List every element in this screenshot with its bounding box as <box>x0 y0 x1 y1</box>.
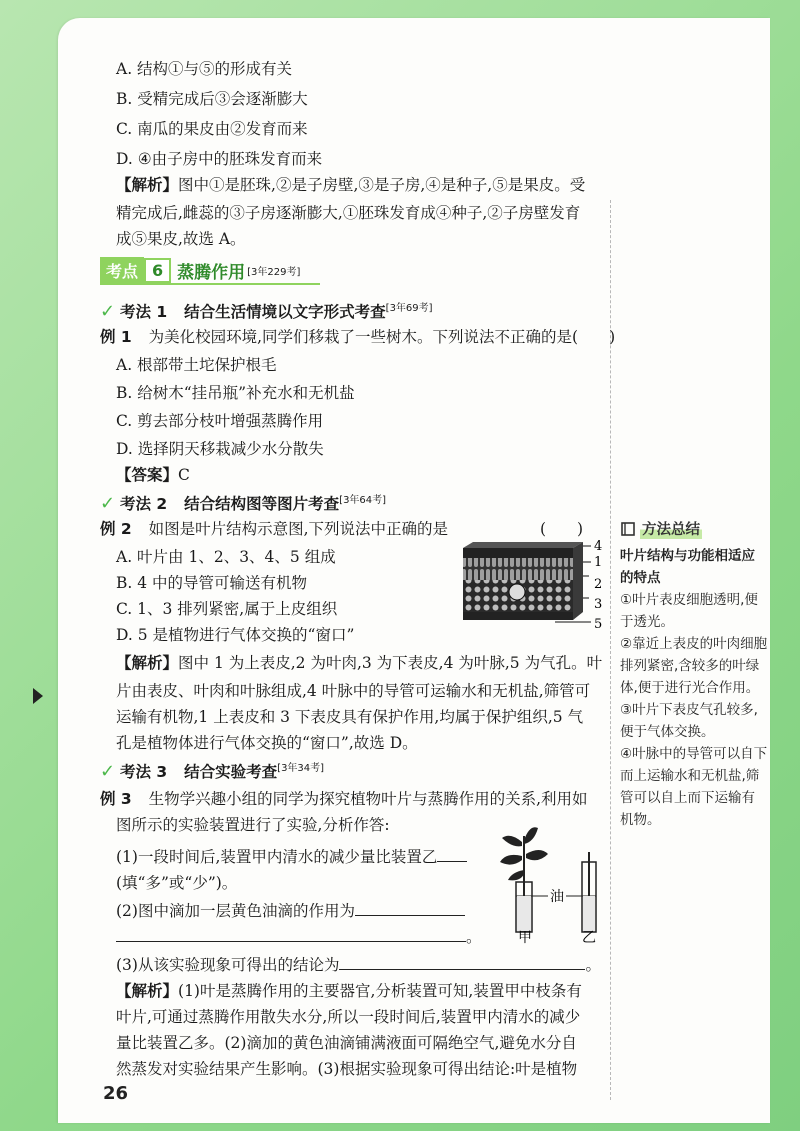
sidebar-title: 方法总结 <box>640 518 702 539</box>
kaofa-title: 结合实验考查 <box>184 763 278 782</box>
example-3-stem <box>100 788 588 810</box>
leaf-structure-figure <box>455 540 605 642</box>
yi-label: 乙 <box>582 930 596 944</box>
ex3-analysis-line-3: 量比装置乙多。(2)滴加的黄色油滴铺满液面可隔绝空气,避免水分自 <box>116 1034 577 1052</box>
analysis-label: 【解析】 <box>116 654 179 672</box>
kaofa-label: 考法 3 <box>120 763 168 782</box>
oil-label: 油 <box>550 889 564 905</box>
ex2-option-c: C. 1、3 排列紧密,属于上皮组织 <box>116 600 338 618</box>
example-label: 例 3 <box>100 790 132 808</box>
kaofa-count: [3年34考] <box>277 763 325 774</box>
figure-label-1: 1 <box>594 555 603 570</box>
leaf-side-face <box>573 542 583 620</box>
q1-blank[interactable] <box>437 861 467 862</box>
ex3-q1-hint: (填“多”或“少”)。 <box>116 874 238 892</box>
ex2-analysis-line-3: 运输有机物,1 上表皮和 3 下表皮具有保护作用,均属于保护组织,5 气 <box>116 708 584 726</box>
lower-epidermis <box>463 612 573 620</box>
palisade-tissue <box>463 558 573 580</box>
prev-analysis-line-3: 成⑤果皮,故选 A。 <box>116 230 246 248</box>
q3-period: 。 <box>585 956 601 974</box>
section-count: [3年229考] <box>247 266 301 278</box>
figure-label-5: 5 <box>594 617 603 632</box>
leaf-shape <box>508 870 524 880</box>
ex3-q1-line <box>116 846 467 868</box>
ex1-answer <box>116 464 190 486</box>
leaf-top-face <box>463 542 583 548</box>
upper-epidermis <box>463 548 573 558</box>
ex3-analysis-line-2: 叶片,可通过蒸腾作用散失水分,所以一段时间后,装置甲内清水的减少 <box>116 1008 581 1026</box>
sidebar-title-row <box>620 518 768 539</box>
sidebar-heading: 叶片结构与功能相适应的特点 <box>620 548 755 586</box>
figure-label-4: 4 <box>594 540 603 554</box>
page-edge-marker <box>33 688 43 704</box>
q2-blank-2[interactable] <box>116 941 466 942</box>
analysis-text: 图中 1 为上表皮,2 为叶肉,3 为下表皮,4 为叶脉,5 为气孔。叶 <box>178 654 603 672</box>
analysis-text: (1)叶是蒸腾作用的主要器官,分析装置可知,装置甲中枝条有 <box>178 982 582 1000</box>
section-heading <box>100 257 300 283</box>
figure-label-3: 3 <box>594 597 603 612</box>
check-icon: ✓ <box>100 761 116 783</box>
kaodian-number: 6 <box>144 258 171 283</box>
ex3-q3-line <box>116 954 601 976</box>
ex2-answer-paren: ( ) <box>540 520 584 538</box>
analysis-label: 【解析】 <box>116 982 179 1000</box>
q3-blank[interactable] <box>339 969 585 970</box>
kaofa-1-heading <box>100 298 433 323</box>
prev-option-a: A. 结构①与⑤的形成有关 <box>116 60 293 78</box>
q2-period: 。 <box>466 928 482 946</box>
sidebar-point-2: ②靠近上表皮的叶肉细胞排列紧密,含较多的叶绿体,便于进行光合作用。 <box>620 636 768 696</box>
kaofa-count: [3年69考] <box>385 303 433 314</box>
prev-option-d: D. ④由子房中的胚珠发育而来 <box>116 150 323 168</box>
leaf-shape <box>502 836 522 847</box>
q1-text: (1)一段时间后,装置甲内清水的减少量比装置乙 <box>116 848 438 866</box>
ex2-option-d: D. 5 是植物进行气体交换的“窗口” <box>116 626 355 644</box>
leaf-shape <box>500 855 522 865</box>
sidebar-point-4: ④叶脉中的导管可以自下而上运输水和无机盐,筛管可以自上而下运输有机物。 <box>620 746 768 828</box>
figure-label-2: 2 <box>594 577 603 592</box>
kaofa-label: 考法 1 <box>120 303 168 322</box>
leaf-shape <box>526 850 548 860</box>
ex3-analysis-line-1 <box>116 980 582 1002</box>
ex2-analysis-line-4: 孔是植物体进行气体交换的“窗口”,故选 D。 <box>116 734 418 752</box>
kaofa-count: [3年64考] <box>339 495 387 506</box>
book-icon <box>620 521 636 537</box>
example-label: 例 1 <box>100 328 132 346</box>
kaofa-title: 结合结构图等图片考查 <box>184 495 340 514</box>
ex2-analysis-line-2: 片由表皮、叶肉和叶脉组成,4 叶脉中的导管可运输水和无机盐,筛管可 <box>116 682 591 700</box>
leaf-vein <box>509 584 525 600</box>
example-stem: 生物学兴趣小组的同学为探究植物叶片与蒸腾作用的关系,利用如 <box>148 790 588 808</box>
analysis-text: 图中①是胚珠,②是子房壁,③是子房,④是种子,⑤是果皮。受 <box>178 176 586 194</box>
ex1-option-a: A. 根部带土坨保护根毛 <box>116 356 277 374</box>
check-icon: ✓ <box>100 493 116 515</box>
prev-analysis-line-1 <box>116 174 585 196</box>
q2-blank[interactable] <box>355 915 465 916</box>
answer-label: 【答案】 <box>116 466 179 484</box>
example-1-stem <box>100 326 615 348</box>
ex3-q2-line <box>116 900 465 922</box>
example-3-stem-2: 图所示的实验装置进行了实验,分析作答: <box>116 816 390 834</box>
example-label: 例 2 <box>100 520 132 538</box>
sidebar-content <box>620 545 768 831</box>
kaodian-tag: 考点 <box>100 257 144 284</box>
check-icon: ✓ <box>100 301 116 323</box>
prev-analysis-line-2: 精完成后,雌蕊的③子房逐渐膨大,①胚珠发育成④种子,②子房壁发育 <box>116 204 581 222</box>
section-title: 蒸腾作用 <box>177 262 246 283</box>
water-jia <box>517 896 531 931</box>
sidebar-point-1: ①叶片表皮细胞透明,便于透光。 <box>620 592 758 630</box>
water-yi <box>583 896 595 931</box>
q3-text: (3)从该实验现象可得出的结论为 <box>116 956 340 974</box>
leaf-shape <box>524 827 538 844</box>
ex3-q2-line-2 <box>116 926 482 948</box>
prev-option-c: C. 南瓜的果皮由②发育而来 <box>116 120 308 138</box>
method-summary-sidebar <box>620 518 768 831</box>
example-2-stem <box>100 518 448 540</box>
jia-label: 甲 <box>518 930 532 944</box>
ex1-option-b: B. 给树木“挂吊瓶”补充水和无机盐 <box>116 384 355 402</box>
kaofa-label: 考法 2 <box>120 495 168 514</box>
kaofa-2-heading <box>100 490 386 515</box>
page-number: 26 <box>103 1083 129 1104</box>
ex1-option-c: C. 剪去部分枝叶增强蒸腾作用 <box>116 412 324 430</box>
ex3-analysis-line-4: 然蒸发对实验结果产生影响。(3)根据实验现象可得出结论:叶是植物 <box>116 1060 578 1078</box>
kaofa-3-heading <box>100 758 324 783</box>
answer-value: C <box>178 466 190 484</box>
example-stem: 如图是叶片结构示意图,下列说法中正确的是 <box>148 520 449 538</box>
ex2-option-a: A. 叶片由 1、2、3、4、5 组成 <box>116 548 336 566</box>
q2-text: (2)图中滴加一层黄色油滴的作用为 <box>116 902 355 920</box>
sidebar-point-3: ③叶片下表皮气孔较多,便于气体交换。 <box>620 702 758 740</box>
analysis-label: 【解析】 <box>116 176 179 194</box>
section-underline <box>100 283 320 285</box>
ex2-option-b: B. 4 中的导管可输送有机物 <box>116 574 308 592</box>
ex1-option-d: D. 选择阴天移栽减少水分散失 <box>116 440 324 458</box>
experiment-figure <box>490 822 608 944</box>
kaofa-title: 结合生活情境以文字形式考查 <box>184 303 386 322</box>
ex2-analysis-line-1 <box>116 652 602 674</box>
prev-option-b: B. 受精完成后③会逐渐膨大 <box>116 90 308 108</box>
example-stem: 为美化校园环境,同学们移栽了一些树木。下列说法不正确的是( ) <box>148 328 616 346</box>
